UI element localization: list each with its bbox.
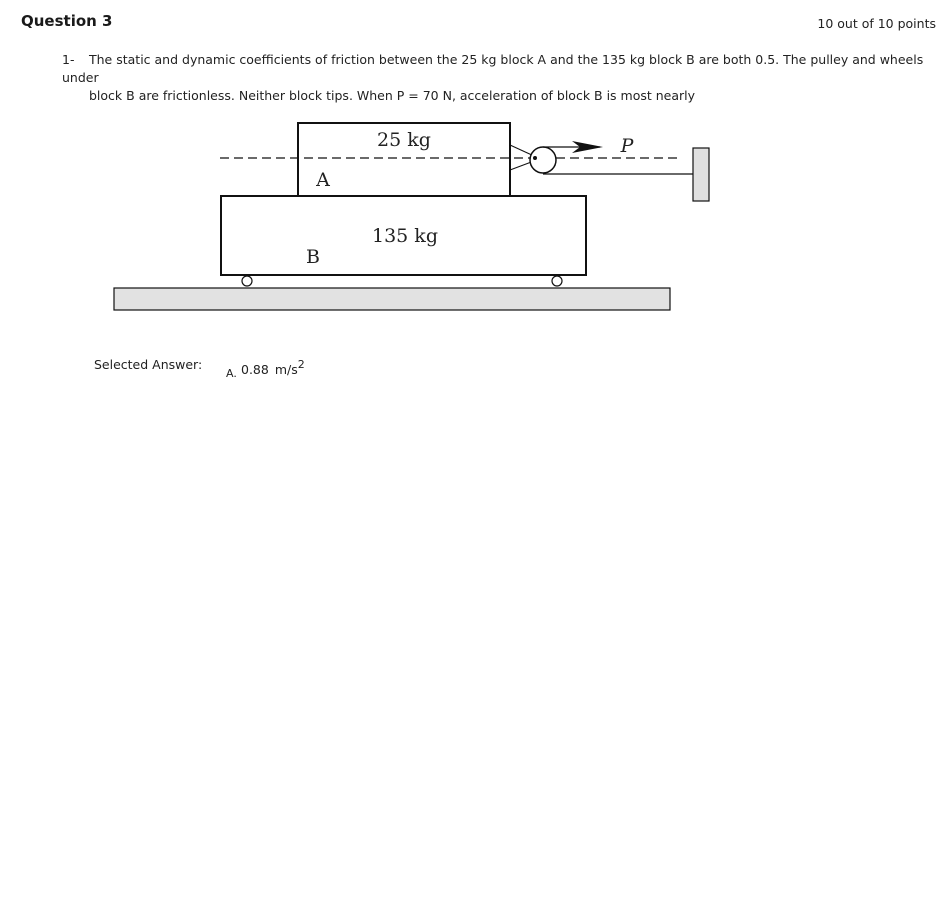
answer-unit: m/s: [274, 362, 298, 377]
answer-unit-exponent: 2: [297, 358, 305, 371]
wall-anchor: [693, 148, 709, 201]
answer-value: [241, 358, 305, 377]
rope-upper: [510, 145, 534, 156]
block-b-label: B: [306, 246, 320, 268]
question-title: Question 3: [21, 12, 113, 30]
ground: [114, 288, 670, 310]
wheel-right: [552, 276, 562, 286]
question-text-line1: The static and dynamic coefficients of friction between the 25 kg block A and the 135 kg block B are both 0.5. The pulley and wheels under: [62, 52, 924, 85]
block-b-mass-label: 135 kg: [372, 225, 438, 247]
force-label: P: [620, 135, 634, 157]
selected-answer-label: Selected Answer:: [94, 357, 203, 372]
question-points: 10 out of 10 points: [817, 16, 936, 31]
physics-diagram: [0, 0, 948, 340]
pulley: [530, 147, 556, 173]
block-a-label: A: [316, 169, 330, 191]
pulley-axle: [533, 156, 537, 160]
wheel-left: [242, 276, 252, 286]
question-number: 1-: [62, 52, 75, 67]
answer-choice-letter: A.: [226, 367, 237, 380]
question-text-line2: block B are frictionless. Neither block tips. When P = 70 N, acceleration of block B is most nearly: [89, 88, 696, 103]
answer-number: 0.88: [241, 362, 269, 377]
block-a-mass-label: 25 kg: [377, 129, 431, 151]
